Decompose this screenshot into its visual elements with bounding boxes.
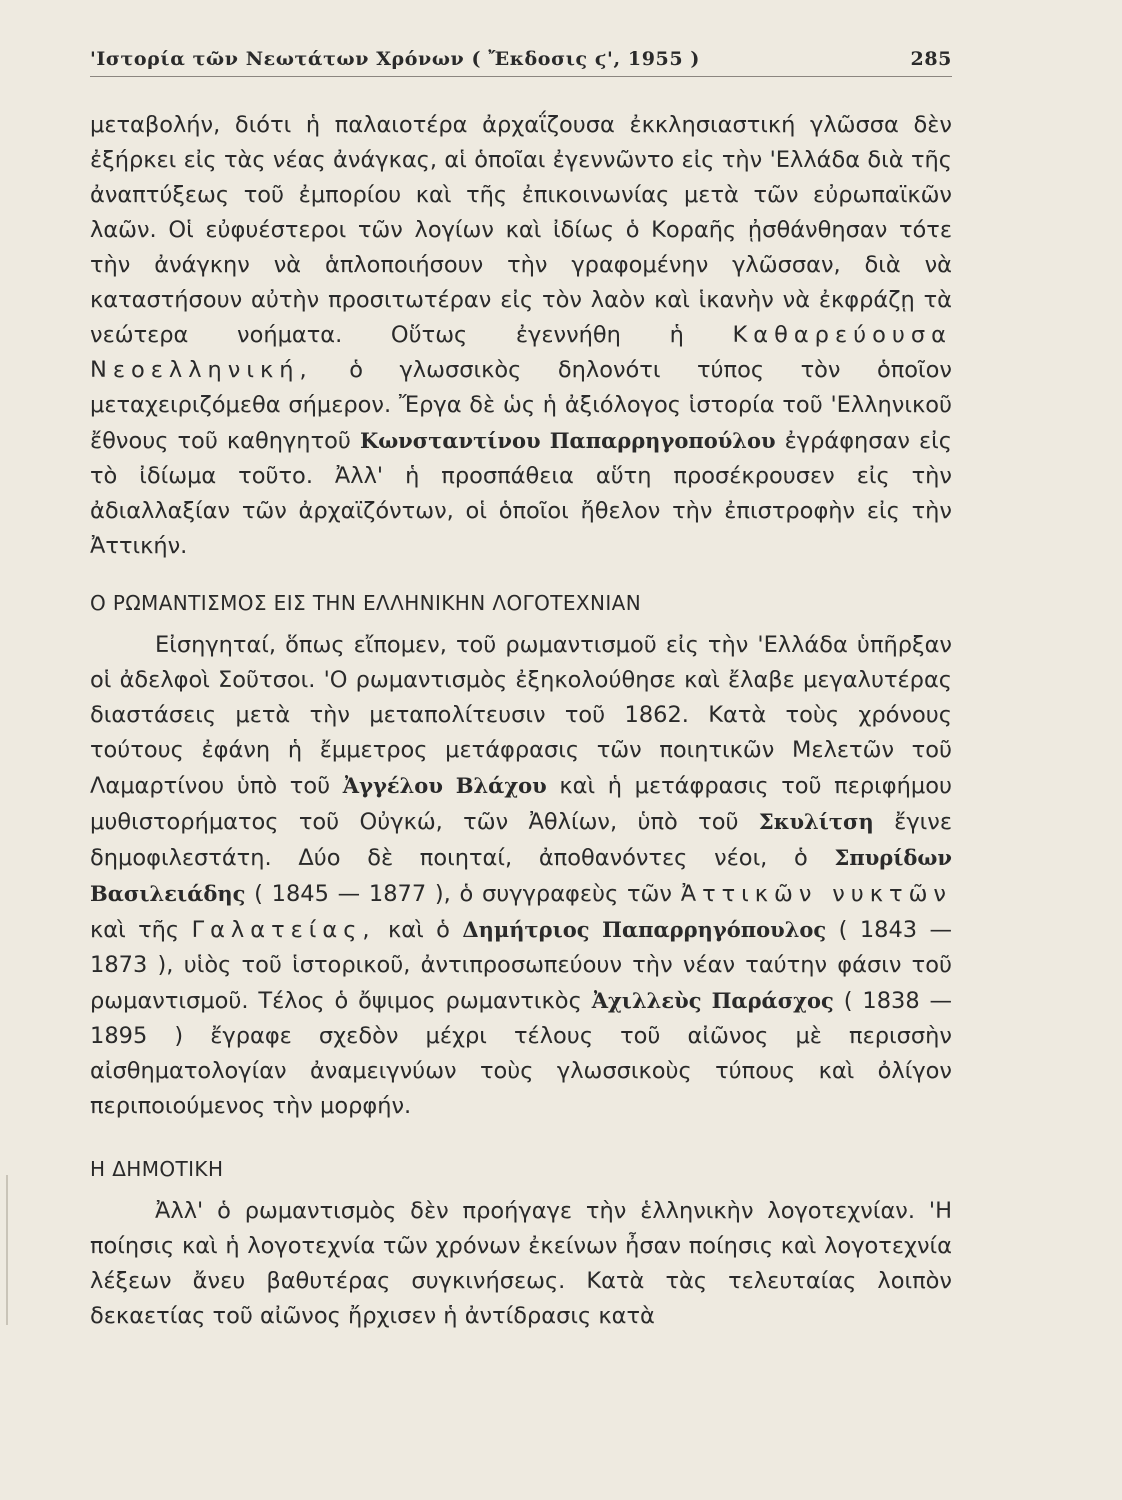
text-run: ( 1843 — 1873 ), υἱὸς τοῦ ἱστορικοῦ, ἀντιπροσωπεύουν τὴν νέαν ταύτην φάσιν τοῦ ρωμαντισμοῦ. Τέλος ὁ ὄψιμος ρωμαντικὸς — [90, 917, 953, 1014]
text-run: Εἰσηγηταί, ὅπως εἴπομεν, τοῦ ρωμαντισμοῦ εἰς τὴν 'Ελλάδα ὑπῆρξαν οἱ ἀδελφοὶ Σοῦτσοι. 'Ο ρωμαντισμὸς ἐξηκολούθησε καὶ ἔλαβε μεγαλυτέρας διαστάσεις μετὰ τὴν μεταπολίτευσιν τοῦ 1862. Κατὰ τοὺς χρόνους τούτους ἐφάνη ἡ ἔμμετρος μετάφρασις τῶν ποιητικῶν Μελετῶν τοῦ Λαμαρτίνου ὑπὸ τοῦ — [90, 632, 952, 799]
text-run: ἐγράφησαν εἰς τὸ ἰδίωμα τοῦτο. Ἀλλ' ἡ προσπάθεια αὕτη προσέκρουσεν εἰς τὴν ἀδιαλλαξίαν τῶν ἀρχαϊζόντων, οἱ ὁποῖοι ἤθελον τὴν ἐπιστροφὴν εἰς τὴν Ἀττικήν. — [90, 428, 952, 559]
text-run: ( 1838 — 1895 ) ἔγραφε σχεδὸν μέχρι τέλους τοῦ αἰῶνος μὲ περισσὴν αἰσθηματολογίαν ἀναμειγνύων τοὺς γλωσσικοὺς τύπους καὶ ὀλίγον περιποιούμενος τὴν μορφήν. — [90, 988, 953, 1119]
paragraph-dimotiki — [90, 1194, 952, 1334]
spaced-term: Καθαρεύουσα Νεοελληνική, — [90, 322, 953, 383]
text-run: μεταβολήν, διότι ἡ παλαιοτέρα ἀρχαΐζουσα ἐκκλησιαστική γλῶσσα δὲν ἐξήρκει εἰς τὰς νέας ἀνάγκας, αἱ ὁποῖαι ἐγεννῶντο εἰς τὴν 'Ελλάδα διὰ τῆς ἀναπτύξεως τοῦ ἐμπορίου καὶ τῆς ἐπικοινωνίας μετὰ τῶν εὐρωπαϊκῶν λαῶν. Οἱ εὐφυέστεροι τῶν λογίων καὶ ἰδίως ὁ Κοραῆς ᾐσθάνθησαν τότε τὴν ἀνάγκην νὰ ἁπλοποιήσουν τὴν γραφομένην γλῶσσαν, διὰ νὰ καταστήσουν αὐτὴν προσιτωτέραν εἰς τὸν λαὸν καὶ ἱκανὴν νὰ ἐκφράζῃ τὰ νεώτερα νοήματα. Οὕτως ἐγεννήθη ἡ — [90, 112, 952, 348]
text-run: καὶ ἡ μετάφρασις τοῦ περιφήμου μυθιστορήματος τοῦ Οὐγκώ, τῶν Ἀθλίων, ὑπὸ τοῦ — [90, 773, 952, 835]
paragraph-katharevousa — [90, 108, 952, 564]
section-heading: Η ΔΗΜΟΤΙΚΗ — [90, 1157, 224, 1181]
running-header — [90, 44, 952, 77]
person-name: Ἀχιλλεὺς Παράσχος — [591, 988, 834, 1013]
person-name: Δημήτριος Παπαρρηγόπουλος — [462, 917, 827, 942]
text-run: Ἀλλ' ὁ ρωμαντισμὸς δὲν προήγαγε τὴν ἑλληνικὴν λογοτεχνίαν. 'Η ποίησις καὶ ἡ λογοτεχνία τῶν χρόνων ἐκείνων ἦσαν ποίησις καὶ λογοτεχνία λέξεων ἄνευ βαθυτέρας συγκινήσεως. Κατὰ τὰς τελευταίας λοιπὸν δεκαετίας τοῦ αἰῶνος ἤρχισεν ἡ ἀντίδρασις κατὰ — [90, 1198, 952, 1329]
person-name: Ἀγγέλου Βλάχου — [342, 773, 547, 798]
person-name: Σκυλίτση — [758, 809, 874, 834]
text-run: καὶ τῆς — [90, 917, 180, 943]
text-run: ἔγινε δημοφιλεστάτη. Δύο δὲ ποιηταί, ἀποθανόντες νέοι, ὁ — [90, 809, 952, 871]
text-run: ὁ γλωσσικὸς δηλονότι τύπος τὸν ὁποῖον μεταχειριζόμεθα σήμερον. Ἔργα δὲ ὡς ἡ ἀξιόλογος ἱστορία τοῦ 'Ελληνικοῦ ἔθνους τοῦ καθηγητοῦ — [90, 357, 952, 454]
person-name: Σπυρίδων Βασιλειάδης — [90, 845, 952, 906]
work-title: Ἀττικῶν νυκτῶν — [680, 881, 953, 907]
running-title: 'Ιστορία τῶν Νεωτάτων Χρόνων ( Ἔκδοσις ϛ', 1955 ) — [90, 48, 700, 70]
section-heading: Ο ΡΩΜΑΝΤΙΣΜΟΣ ΕΙΣ ΤΗΝ ΕΛΛΗΝΙΚΗΝ ΛΟΓΟΤΕΧΝΙΑΝ — [90, 591, 642, 615]
page-number: 285 — [910, 48, 952, 70]
page-body — [90, 108, 952, 1334]
text-run: καὶ ὁ — [388, 917, 450, 943]
margin-mark — [6, 1175, 8, 1325]
paragraph-romanticism — [90, 628, 952, 1124]
person-name: Κωνσταντίνου Παπαρρηγοπούλου — [359, 428, 776, 453]
work-title: Γαλατείας, — [191, 917, 376, 943]
text-run: ( 1845 — 1877 ), ὁ συγγραφεὺς τῶν — [254, 881, 672, 907]
